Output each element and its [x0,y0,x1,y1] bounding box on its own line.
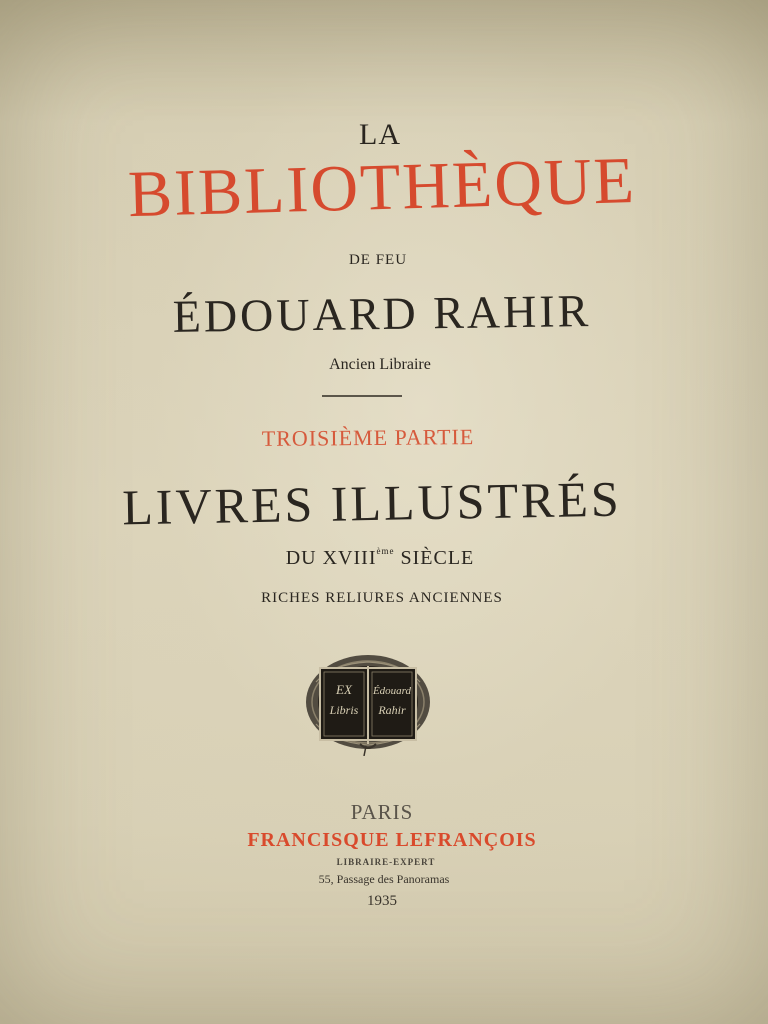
divider-rule [322,395,402,397]
imprint-publisher: FRANCISQUE LEFRANÇOIS [247,829,537,851]
imprint-city: PARIS [350,800,414,824]
title-bibliotheque: BIBLIOTHÈQUE [127,143,637,232]
owner-profession: Ancien Libraire [329,356,431,373]
imprint-address: 55, Passage des Panoramas [318,872,450,886]
part-label: TROISIÈME PARTIE [261,424,475,451]
ex-libris-bookplate [302,652,434,756]
text-de-feu: DE FEU [348,252,408,268]
subject-title: LIVRES ILLUSTRÉS [121,470,623,536]
century-suffix: SIÈCLE [394,547,475,569]
bookplate-edouard: Édouard [372,685,412,697]
bindings-line: RICHES RELIURES ANCIENNES [261,590,503,606]
century-superscript: ème [376,546,395,556]
imprint-role: LIBRAIRE-EXPERT [336,857,436,867]
century-prefix: DU XVIII [285,547,377,569]
owner-name: ÉDOUARD RAHIR [172,285,592,342]
bookplate-ex: EX [336,682,352,697]
bookplate-rahir: Rahir [378,703,406,717]
imprint-year: 1935 [367,893,397,909]
century-line [0,546,764,570]
bookplate-libris: Libris [329,703,359,717]
article-la: LA [359,118,401,151]
